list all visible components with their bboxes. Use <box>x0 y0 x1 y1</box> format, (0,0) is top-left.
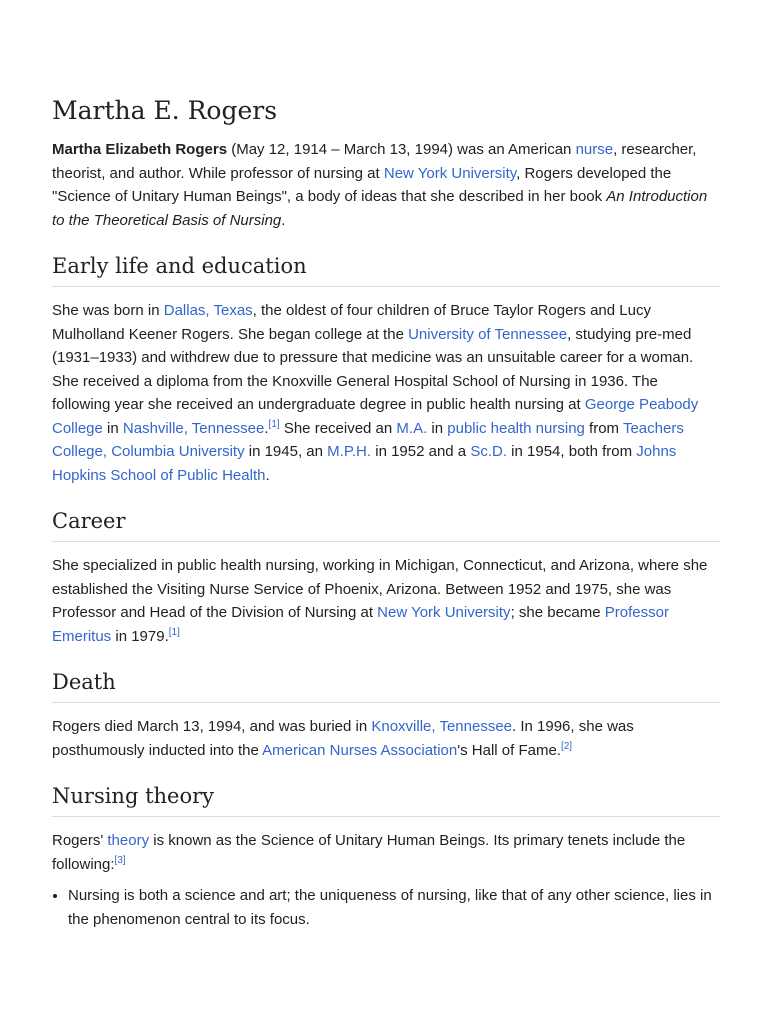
link-george-peabody-college[interactable]: George Peabody College <box>52 396 699 437</box>
tenets-list <box>52 884 720 931</box>
link-new-york-university[interactable]: New York University <box>377 604 511 621</box>
link-knoxville-tennessee[interactable]: Knoxville, Tennessee <box>371 718 513 735</box>
section-nursing-theory <box>52 782 720 931</box>
subject-name: Martha Elizabeth Rogers <box>52 141 228 158</box>
text: , the oldest of four children of Bruce Taylor Rogers and Lucy Mulholland Keener Rogers. She began college at the <box>52 302 651 343</box>
text: from <box>584 419 623 437</box>
reference-3[interactable]: [3] <box>114 854 126 866</box>
text: 's Hall of Fame. <box>457 741 561 759</box>
link-theory[interactable]: theory <box>107 832 150 849</box>
text: , Rogers developed the "Science of Unitary Human Beings", a body of ideas that she described in her book <box>52 164 672 205</box>
text: in <box>102 419 123 437</box>
text: in 1979. <box>111 627 169 645</box>
link-dallas-texas[interactable]: Dallas, Texas <box>163 302 253 319</box>
list-item: • Nursing is both a science and art; the uniqueness of nursing, like that of any other science, lies in the phenomenon central to its focus. <box>68 884 720 931</box>
link-public-health-nursing[interactable]: public health nursing <box>447 419 585 437</box>
text: Rogers died March 13, 1994, and was buried in <box>52 718 372 735</box>
text: ; she became <box>510 604 605 621</box>
book-title: An Introduction to the Theoretical Basis of Nursing <box>52 188 708 229</box>
intro-paragraph <box>52 138 720 232</box>
death-paragraph <box>52 715 720 762</box>
text: is known as the Science of Unitary Human Beings. Its primary tenets include the following: <box>52 832 686 873</box>
text: in 1954, both from <box>507 443 637 460</box>
career-paragraph <box>52 554 720 648</box>
reference-2[interactable]: [2] <box>560 740 573 752</box>
text: (May 12, 1914 – March 13, 1994) was an American <box>227 141 576 158</box>
link-ma[interactable]: M.A. <box>396 419 428 437</box>
link-teachers-college[interactable]: Teachers College, Columbia University <box>52 419 684 460</box>
text: . <box>265 466 270 484</box>
theory-paragraph <box>52 829 720 876</box>
link-new-york-university[interactable]: New York University <box>383 164 517 182</box>
text: in 1945, an <box>244 443 328 460</box>
section-career <box>52 507 720 648</box>
text: She specialized in public health nursing, working in Michigan, Connecticut, and Arizona, where she established the Visiting Nurse Service of Phoenix, Arizona. Between 1952 and 1975, she was Professor and Head of the Division of Nursing at <box>52 557 708 621</box>
text: in <box>427 419 448 437</box>
link-nashville-tennessee[interactable]: Nashville, Tennessee <box>122 419 265 437</box>
text: She received an <box>279 419 397 437</box>
text: Rogers' <box>52 832 108 849</box>
text: , studying pre-med (1931–1933) and withdrew due to pressure that medicine was an unsuitable career for a woman. She received a diploma from the Knoxville General Hospital School of Nursing in 1936. The following year she received an undergraduate degree in public health nursing at <box>52 325 694 413</box>
link-american-nurses-association[interactable]: American Nurses Association <box>262 741 458 759</box>
link-university-of-tennessee[interactable]: University of Tennessee <box>408 325 568 343</box>
link-mph[interactable]: M.P.H. <box>327 443 372 460</box>
link-professor-emeritus[interactable]: Professor Emeritus <box>52 604 669 645</box>
reference-1[interactable]: [1] <box>168 626 180 638</box>
text: . <box>264 419 269 437</box>
text: . <box>281 211 286 229</box>
reference-1[interactable]: [1] <box>268 418 280 430</box>
text: in 1952 and a <box>371 443 471 460</box>
text: , researcher, theorist, and author. While professor of nursing at <box>52 141 697 182</box>
heading-death: Death <box>52 668 720 703</box>
link-johns-hopkins[interactable]: Johns Hopkins School of Public Health <box>52 443 677 484</box>
link-scd[interactable]: Sc.D. <box>470 443 508 460</box>
page-title: Martha E. Rogers <box>52 96 278 125</box>
link-nurse[interactable]: nurse <box>575 141 614 158</box>
heading-early-life: Early life and education <box>52 252 720 287</box>
early-life-paragraph <box>52 299 720 487</box>
text: She was born in <box>52 302 164 319</box>
text: . In 1996, she was posthumously inducted into the <box>52 718 634 759</box>
section-death <box>52 668 720 762</box>
section-early-life <box>52 252 720 487</box>
heading-career: Career <box>52 507 720 542</box>
heading-nursing-theory: Nursing theory <box>52 782 720 817</box>
